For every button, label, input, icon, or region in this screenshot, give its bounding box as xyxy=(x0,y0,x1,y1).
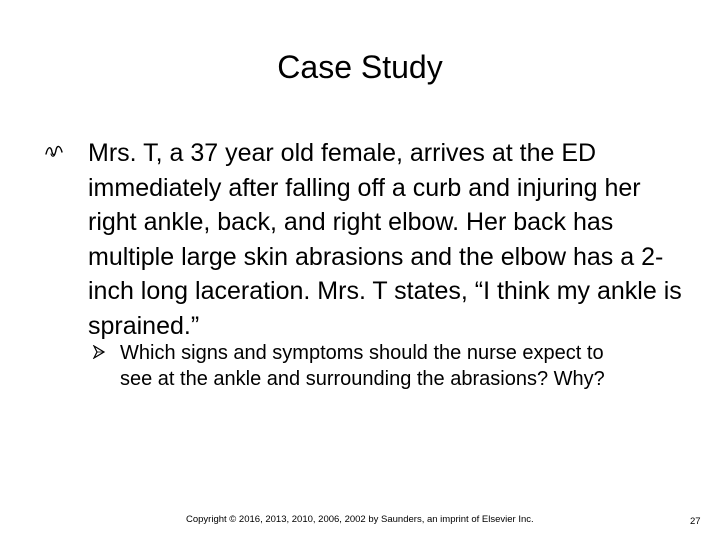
ornamental-squiggle-icon xyxy=(44,140,64,160)
squiggle-icon-svg xyxy=(44,140,64,160)
arrowhead-icon-svg xyxy=(92,345,106,359)
bullet-row xyxy=(44,136,684,343)
slide-title: Case Study xyxy=(277,49,443,85)
main-bullet-text: Mrs. T, a 37 year old female, arrives at the ED immediately after falling off a curb and injuring her right ankle, back, and right elbow. Her back has multiple large skin abrasions and the elbow has a 2-inch long laceration. Mrs. T states, “I think my ankle is sprained.” xyxy=(88,139,682,340)
page-number: 27 xyxy=(690,516,701,527)
sub-bullet-row xyxy=(118,340,638,392)
main-bullet xyxy=(44,136,684,343)
copyright-footer: Copyright © 2016, 2013, 2010, 2006, 2002 by Saunders, an imprint of Elsevier Inc. xyxy=(186,514,534,525)
sub-bullet xyxy=(118,340,638,392)
arrowhead-bullet-icon xyxy=(92,345,106,359)
sub-bullet-text: Which signs and symptoms should the nurse expect to see at the ankle and surrounding the abrasions? Why? xyxy=(120,342,605,390)
